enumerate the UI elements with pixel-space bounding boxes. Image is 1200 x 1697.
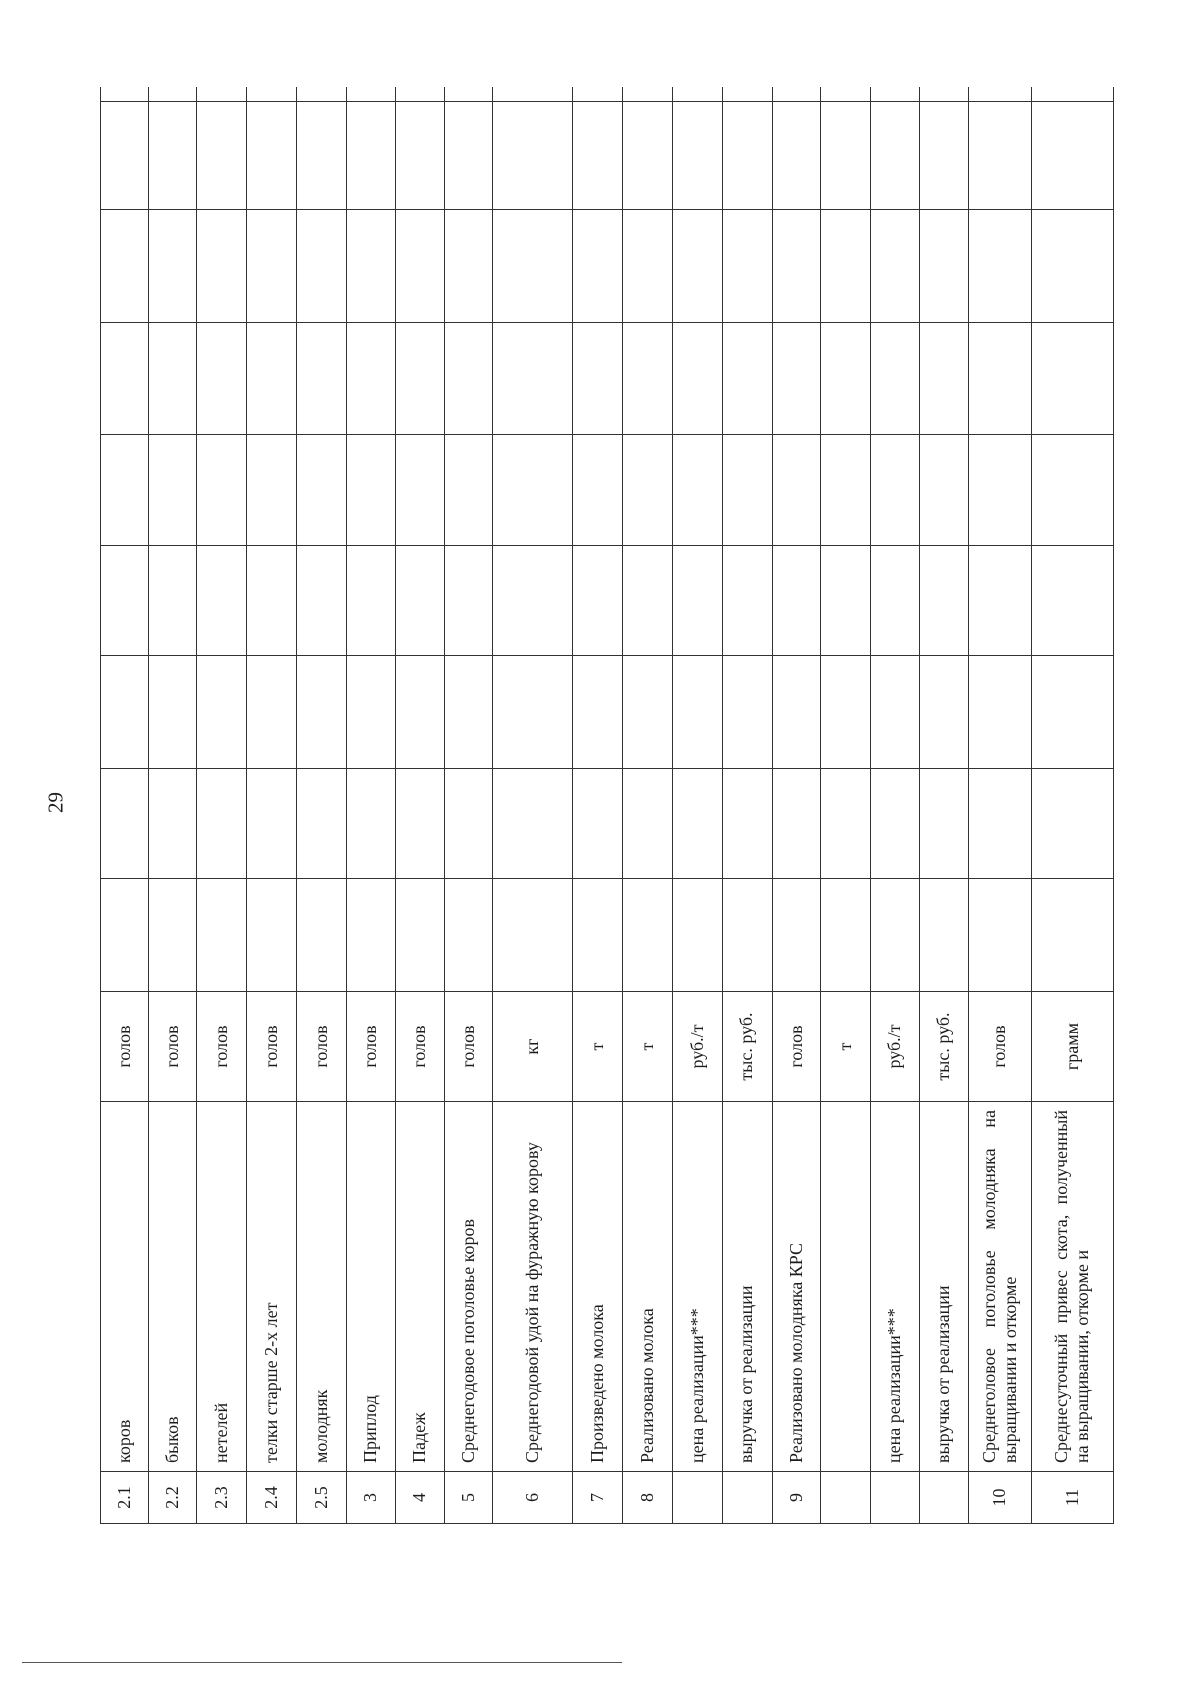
empty-value-cell xyxy=(444,879,493,992)
empty-value-cell xyxy=(395,769,444,879)
empty-value-cell xyxy=(297,656,347,769)
empty-value-cell xyxy=(871,656,920,769)
empty-value-cell xyxy=(968,210,1031,323)
empty-value-cell xyxy=(968,879,1031,992)
row-number xyxy=(871,1472,920,1524)
empty-value-cell xyxy=(493,87,573,102)
row-unit: голов xyxy=(968,992,1031,1102)
empty-value-cell xyxy=(395,656,444,769)
empty-value-cell xyxy=(247,656,297,769)
row-number: 2.3 xyxy=(197,1472,247,1524)
empty-value-cell xyxy=(672,210,722,323)
row-unit: голов xyxy=(297,992,347,1102)
empty-value-cell xyxy=(197,87,247,102)
empty-value-cell xyxy=(395,546,444,656)
empty-value-cell xyxy=(672,546,722,656)
empty-value-cell xyxy=(919,102,968,210)
empty-value-cell xyxy=(247,769,297,879)
empty-value-cell xyxy=(821,435,871,546)
empty-value-cell xyxy=(722,102,772,210)
empty-value-cell xyxy=(197,769,247,879)
row-label: быков xyxy=(148,1102,197,1472)
row-label: Произведено молока xyxy=(573,1102,623,1472)
empty-value-cell xyxy=(101,435,149,546)
empty-value-cell xyxy=(493,102,573,210)
empty-value-cell xyxy=(772,210,821,323)
table-row xyxy=(347,87,396,1524)
empty-value-cell xyxy=(672,769,722,879)
empty-value-cell xyxy=(444,546,493,656)
row-unit: голов xyxy=(395,992,444,1102)
empty-value-cell xyxy=(197,210,247,323)
row-label: Среднеголовое поголовье молодняка на выращивании и откорме xyxy=(968,1102,1031,1472)
row-unit: грамм xyxy=(1031,992,1113,1102)
row-unit: голов xyxy=(247,992,297,1102)
empty-value-cell xyxy=(821,656,871,769)
empty-value-cell xyxy=(871,87,920,102)
empty-value-cell xyxy=(722,210,772,323)
empty-value-cell xyxy=(821,323,871,435)
empty-value-cell xyxy=(347,879,396,992)
row-number: 6 xyxy=(493,1472,573,1524)
row-label: молодняк xyxy=(297,1102,347,1472)
table-row xyxy=(968,87,1031,1524)
empty-value-cell xyxy=(493,769,573,879)
empty-value-cell xyxy=(247,323,297,435)
empty-value-cell xyxy=(871,102,920,210)
empty-value-cell xyxy=(919,879,968,992)
row-unit: голов xyxy=(197,992,247,1102)
empty-value-cell xyxy=(148,210,197,323)
table-row xyxy=(493,87,573,1524)
empty-value-cell xyxy=(722,769,772,879)
row-unit: руб./т xyxy=(672,992,722,1102)
empty-value-cell xyxy=(772,656,821,769)
empty-value-cell xyxy=(919,546,968,656)
row-label: Среднегодовое поголовье коров xyxy=(444,1102,493,1472)
empty-value-cell xyxy=(968,546,1031,656)
empty-value-cell xyxy=(919,656,968,769)
empty-value-cell xyxy=(722,656,772,769)
table-row xyxy=(1031,87,1113,1524)
empty-value-cell xyxy=(622,87,672,102)
empty-value-cell xyxy=(395,435,444,546)
row-label: Реализовано молока xyxy=(622,1102,672,1472)
empty-value-cell xyxy=(772,769,821,879)
empty-value-cell xyxy=(347,87,396,102)
empty-value-cell xyxy=(722,323,772,435)
row-number xyxy=(722,1472,772,1524)
empty-value-cell xyxy=(197,546,247,656)
row-number: 2.4 xyxy=(247,1472,297,1524)
empty-value-cell xyxy=(672,87,722,102)
row-number: 2.1 xyxy=(101,1472,149,1524)
table-row xyxy=(672,87,722,1524)
empty-value-cell xyxy=(101,879,149,992)
empty-value-cell xyxy=(297,435,347,546)
row-label: коров xyxy=(101,1102,149,1472)
empty-value-cell xyxy=(197,435,247,546)
table-row xyxy=(919,87,968,1524)
empty-value-cell xyxy=(672,323,722,435)
empty-value-cell xyxy=(197,656,247,769)
empty-value-cell xyxy=(101,87,149,102)
row-number xyxy=(919,1472,968,1524)
empty-value-cell xyxy=(395,210,444,323)
empty-value-cell xyxy=(573,210,623,323)
empty-value-cell xyxy=(772,546,821,656)
empty-value-cell xyxy=(444,656,493,769)
empty-value-cell xyxy=(622,769,672,879)
empty-value-cell xyxy=(247,87,297,102)
empty-value-cell xyxy=(444,435,493,546)
livestock-table xyxy=(100,87,1114,1524)
row-label: выручка от реализации xyxy=(722,1102,772,1472)
empty-value-cell xyxy=(573,102,623,210)
empty-value-cell xyxy=(395,87,444,102)
row-number: 3 xyxy=(347,1472,396,1524)
row-number: 5 xyxy=(444,1472,493,1524)
empty-value-cell xyxy=(821,769,871,879)
empty-value-cell xyxy=(247,879,297,992)
empty-value-cell xyxy=(347,656,396,769)
empty-value-cell xyxy=(247,546,297,656)
empty-value-cell xyxy=(772,879,821,992)
empty-value-cell xyxy=(919,210,968,323)
empty-value-cell xyxy=(148,656,197,769)
empty-value-cell xyxy=(622,656,672,769)
table-row xyxy=(197,87,247,1524)
empty-value-cell xyxy=(821,87,871,102)
table-row xyxy=(871,87,920,1524)
empty-value-cell xyxy=(148,87,197,102)
empty-value-cell xyxy=(968,435,1031,546)
row-number: 8 xyxy=(622,1472,672,1524)
empty-value-cell xyxy=(1031,546,1113,656)
empty-value-cell xyxy=(573,546,623,656)
row-unit: т xyxy=(622,992,672,1102)
row-label: цена реализации*** xyxy=(672,1102,722,1472)
empty-value-cell xyxy=(1031,656,1113,769)
empty-value-cell xyxy=(968,102,1031,210)
empty-value-cell xyxy=(444,210,493,323)
empty-value-cell xyxy=(772,87,821,102)
empty-value-cell xyxy=(347,102,396,210)
empty-value-cell xyxy=(573,323,623,435)
empty-value-cell xyxy=(444,323,493,435)
row-unit: голов xyxy=(101,992,149,1102)
row-unit: кг xyxy=(493,992,573,1102)
empty-value-cell xyxy=(101,546,149,656)
empty-value-cell xyxy=(247,102,297,210)
empty-value-cell xyxy=(672,656,722,769)
empty-value-cell xyxy=(968,656,1031,769)
empty-value-cell xyxy=(672,102,722,210)
empty-value-cell xyxy=(622,879,672,992)
empty-value-cell xyxy=(101,102,149,210)
empty-value-cell xyxy=(1031,879,1113,992)
empty-value-cell xyxy=(1031,769,1113,879)
empty-value-cell xyxy=(821,102,871,210)
row-unit: голов xyxy=(772,992,821,1102)
empty-value-cell xyxy=(493,435,573,546)
table-row xyxy=(148,87,197,1524)
empty-value-cell xyxy=(247,210,297,323)
empty-value-cell xyxy=(622,210,672,323)
table-body xyxy=(101,87,1114,1524)
empty-value-cell xyxy=(297,323,347,435)
empty-value-cell xyxy=(347,769,396,879)
empty-value-cell xyxy=(871,210,920,323)
row-label: выручка от реализации xyxy=(919,1102,968,1472)
empty-value-cell xyxy=(871,546,920,656)
table-container xyxy=(100,87,1114,1524)
empty-value-cell xyxy=(395,323,444,435)
empty-value-cell xyxy=(672,435,722,546)
page-number: 29 xyxy=(43,792,68,813)
table-row xyxy=(821,87,871,1524)
row-number xyxy=(821,1472,871,1524)
row-label: телки старше 2-х лет xyxy=(247,1102,297,1472)
empty-value-cell xyxy=(395,879,444,992)
empty-value-cell xyxy=(722,435,772,546)
empty-value-cell xyxy=(297,87,347,102)
empty-value-cell xyxy=(622,323,672,435)
empty-value-cell xyxy=(919,435,968,546)
empty-value-cell xyxy=(573,769,623,879)
empty-value-cell xyxy=(1031,323,1113,435)
empty-value-cell xyxy=(148,769,197,879)
table-row xyxy=(297,87,347,1524)
row-unit: голов xyxy=(148,992,197,1102)
empty-value-cell xyxy=(573,435,623,546)
empty-value-cell xyxy=(871,879,920,992)
empty-value-cell xyxy=(101,769,149,879)
row-unit: т xyxy=(573,992,623,1102)
empty-value-cell xyxy=(148,879,197,992)
row-label: Среднесуточный привес скота, полученный на выращивании, откорме и xyxy=(1031,1102,1113,1472)
empty-value-cell xyxy=(297,879,347,992)
empty-value-cell xyxy=(197,879,247,992)
row-number: 9 xyxy=(772,1472,821,1524)
empty-value-cell xyxy=(493,879,573,992)
row-unit: тыс. руб. xyxy=(919,992,968,1102)
empty-value-cell xyxy=(148,546,197,656)
empty-value-cell xyxy=(101,210,149,323)
empty-value-cell xyxy=(444,102,493,210)
row-number: 2.5 xyxy=(297,1472,347,1524)
empty-value-cell xyxy=(573,656,623,769)
empty-value-cell xyxy=(871,435,920,546)
table-row xyxy=(444,87,493,1524)
empty-value-cell xyxy=(722,879,772,992)
empty-value-cell xyxy=(395,102,444,210)
row-label: Падеж xyxy=(395,1102,444,1472)
row-number: 11 xyxy=(1031,1472,1113,1524)
row-number: 4 xyxy=(395,1472,444,1524)
empty-value-cell xyxy=(968,323,1031,435)
empty-value-cell xyxy=(968,769,1031,879)
empty-value-cell xyxy=(101,656,149,769)
row-number: 2.2 xyxy=(148,1472,197,1524)
empty-value-cell xyxy=(197,102,247,210)
empty-value-cell xyxy=(573,879,623,992)
row-label xyxy=(821,1102,871,1472)
empty-value-cell xyxy=(297,210,347,323)
row-label: Среднегодовой удой на фуражную корову xyxy=(493,1102,573,1472)
row-unit: тыс. руб. xyxy=(722,992,772,1102)
empty-value-cell xyxy=(1031,210,1113,323)
row-label: цена реализации*** xyxy=(871,1102,920,1472)
empty-value-cell xyxy=(347,210,396,323)
empty-value-cell xyxy=(347,435,396,546)
empty-value-cell xyxy=(1031,435,1113,546)
empty-value-cell xyxy=(919,769,968,879)
empty-value-cell xyxy=(297,546,347,656)
empty-value-cell xyxy=(622,102,672,210)
empty-value-cell xyxy=(444,769,493,879)
empty-value-cell xyxy=(493,546,573,656)
empty-value-cell xyxy=(821,879,871,992)
empty-value-cell xyxy=(722,87,772,102)
empty-value-cell xyxy=(722,546,772,656)
empty-value-cell xyxy=(772,323,821,435)
empty-value-cell xyxy=(148,102,197,210)
empty-value-cell xyxy=(772,435,821,546)
empty-value-cell xyxy=(772,102,821,210)
empty-value-cell xyxy=(493,656,573,769)
table-row xyxy=(247,87,297,1524)
table-row xyxy=(622,87,672,1524)
empty-value-cell xyxy=(821,546,871,656)
empty-value-cell xyxy=(444,87,493,102)
empty-value-cell xyxy=(871,769,920,879)
bottom-rule xyxy=(22,1662,622,1663)
row-label: нетелей xyxy=(197,1102,247,1472)
empty-value-cell xyxy=(247,435,297,546)
table-row xyxy=(722,87,772,1524)
empty-value-cell xyxy=(919,323,968,435)
empty-value-cell xyxy=(148,323,197,435)
row-number xyxy=(672,1472,722,1524)
empty-value-cell xyxy=(347,323,396,435)
empty-value-cell xyxy=(197,323,247,435)
empty-value-cell xyxy=(297,769,347,879)
row-number: 10 xyxy=(968,1472,1031,1524)
table-row xyxy=(573,87,623,1524)
empty-value-cell xyxy=(1031,87,1113,102)
row-number: 7 xyxy=(573,1472,623,1524)
table-row xyxy=(395,87,444,1524)
empty-value-cell xyxy=(622,546,672,656)
row-label: Приплод xyxy=(347,1102,396,1472)
empty-value-cell xyxy=(968,87,1031,102)
empty-value-cell xyxy=(493,210,573,323)
empty-value-cell xyxy=(821,210,871,323)
empty-value-cell xyxy=(573,87,623,102)
empty-value-cell xyxy=(919,87,968,102)
empty-value-cell xyxy=(622,435,672,546)
empty-value-cell xyxy=(101,323,149,435)
table-row xyxy=(101,87,149,1524)
empty-value-cell xyxy=(672,879,722,992)
empty-value-cell xyxy=(493,323,573,435)
row-unit: т xyxy=(821,992,871,1102)
row-label: Реализовано молодняка КРС xyxy=(772,1102,821,1472)
table-row xyxy=(772,87,821,1524)
row-unit: руб./т xyxy=(871,992,920,1102)
empty-value-cell xyxy=(1031,102,1113,210)
empty-value-cell xyxy=(347,546,396,656)
empty-value-cell xyxy=(148,435,197,546)
row-unit: голов xyxy=(347,992,396,1102)
empty-value-cell xyxy=(297,102,347,210)
row-unit: голов xyxy=(444,992,493,1102)
empty-value-cell xyxy=(871,323,920,435)
